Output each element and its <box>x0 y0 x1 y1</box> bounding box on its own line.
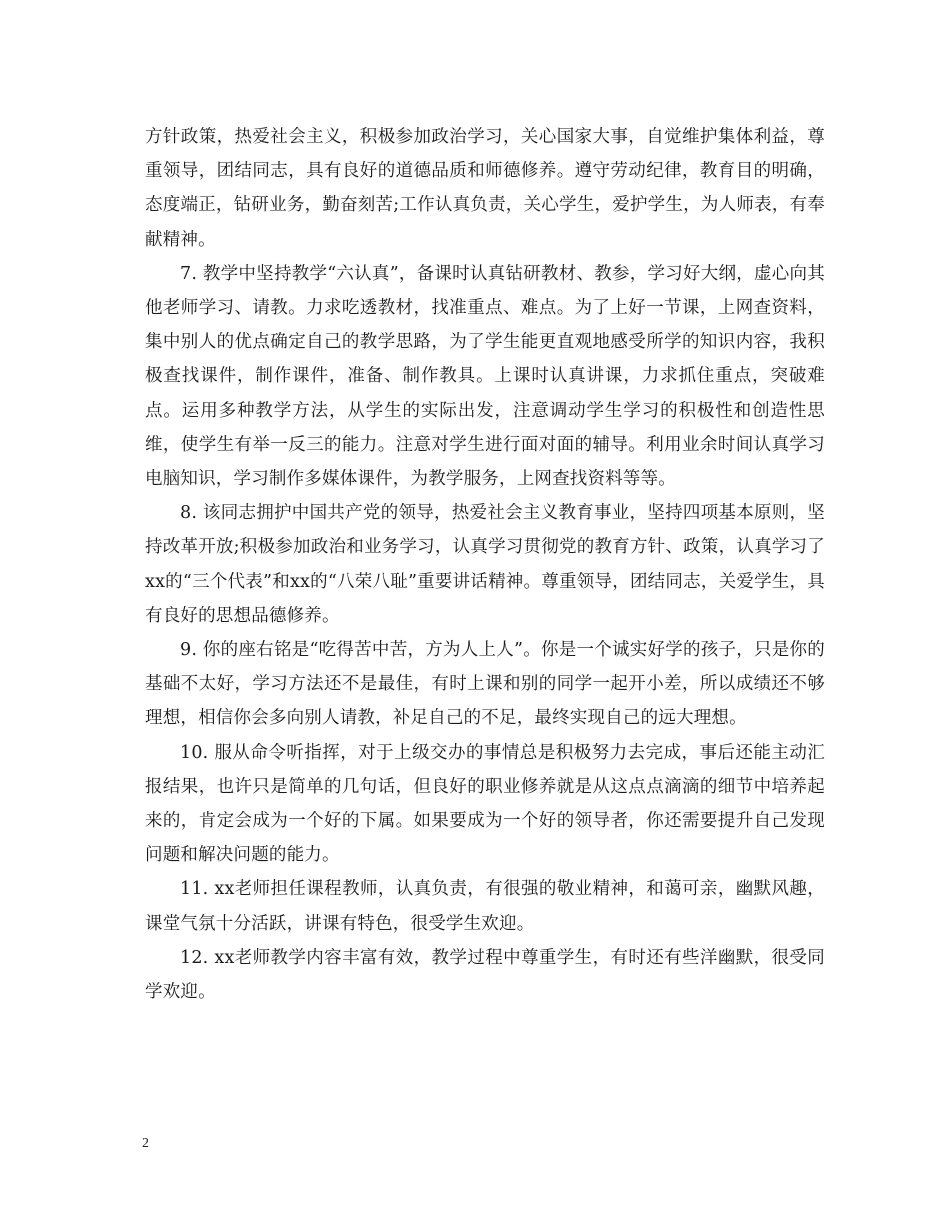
paragraph-continued: 方针政策，热爱社会主义，积极参加政治学习，关心国家大事，自觉维护集体利益，尊重领导，团结同志，具有良好的道德品质和师德修养。遵守劳动纪律，教育目的明确，态度端正，钻研业务，勤奋刻苦;工作认真负责，关心学生，爱护学生，为人师表，有奉献精神。 <box>145 127 825 250</box>
paragraph-item-10: 10. 服从命令听指挥，对于上级交办的事情总是积极努力去完成，事后还能主动汇报结果，也许只是简单的几句话，但良好的职业修养就是从这点点滴滴的细节中培养起来的，肯定会成为一个好的下属。如果要成为一个好的领导者，你还需要提升自己发现问题和解决问题的能力。 <box>145 742 825 866</box>
document-body <box>145 120 825 1009</box>
paragraph-item-8: 8. 该同志拥护中国共产党的领导，热爱社会主义教育事业，坚持四项基本原则，坚持改革开放;积极参加政治和业务学习，认真学习贯彻党的教育方针、政策，认真学习了xx的“三个代表”和xx的“八荣八耻”重要讲话精神。尊重领导，团结同志，关爱学生，具有良好的思想品德修养。 <box>145 503 825 626</box>
paragraph-item-11: 11. xx老师担任课程教师，认真负责，有很强的敬业精神，和蔼可亲，幽默风趣，课堂气氛十分活跃，讲课有特色，很受学生欢迎。 <box>145 879 825 934</box>
paragraph-item-9: 9. 你的座右铭是“吃得苦中苦，方为人上人”。你是一个诚实好学的孩子，只是你的基础不太好，学习方法还不是最佳，有时上课和别的同学一起开小差，所以成绩还不够理想，相信你会多向别人请教，补足自己的不足，最终实现自己的远大理想。 <box>145 640 825 729</box>
paragraph-item-12: 12. xx老师教学内容丰富有效，教学过程中尊重学生，有时还有些洋幽默，很受同学欢迎。 <box>145 947 825 1003</box>
paragraph-item-7: 7. 教学中坚持教学“六认真”，备课时认真钻研教材、教参，学习好大纲，虚心向其他老师学习、请教。力求吃透教材，找准重点、难点。为了上好一节课，上网查资料，集中别人的优点确定自己的教学思路，为了学生能更直观地感受所学的知识内容，我积极查找课件，制作课件，准备、制作教具。上课时认真讲课，力求抓住重点，突破难点。运用多种教学方法，从学生的实际出发，注意调动学生学习的积极性和创造性思维，使学生有举一反三的能力。注意对学生进行面对面的辅导。利用业余时间认真学习电脑知识，学习制作多媒体课件，为教学服务，上网查找资料等等。 <box>145 263 825 490</box>
page-number: 2 <box>142 1136 149 1151</box>
